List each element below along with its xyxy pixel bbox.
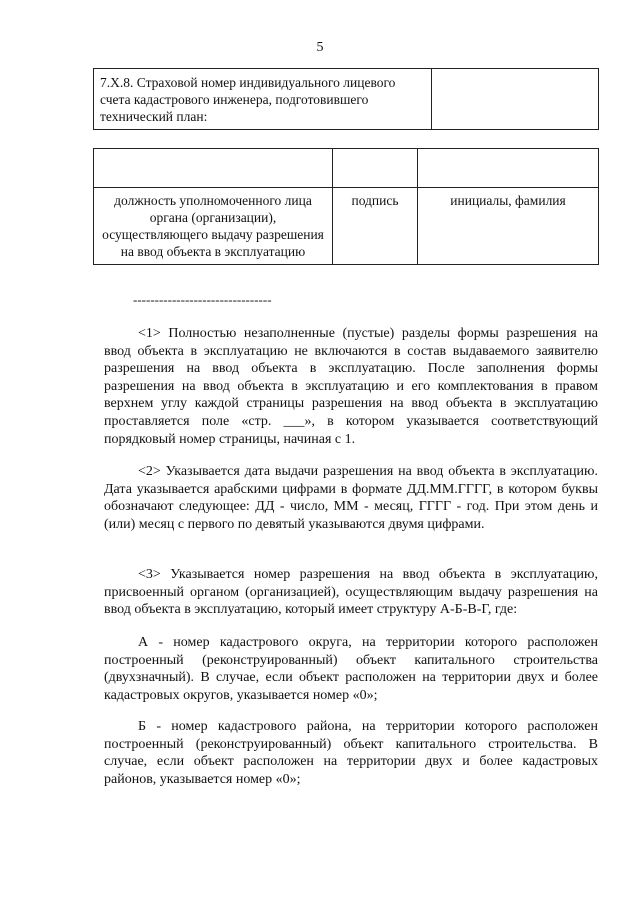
table-row [94,188,599,265]
page-number: 5 [316,40,324,55]
signature-caption: подпись [333,188,418,265]
position-caption: должность уполномоченного лица органа (организации), осуществляющего выдачу разрешения на ввод объекта в эксплуатацию [94,188,333,265]
footnote-3-item-a: А - номер кадастрового округа, на территории которого расположен построенный (реконструированный) объект капитального строительства (двухзначный). В случае, если объект расположен на территории двух и более кадастровых округов, указывается номер «0»; [104,635,598,703]
footnote-3-item-b: Б - номер кадастрового района, на территории которого расположен построенный (реконструированный) объект капитального строительства. В случае, если объект расположен на территории двух и более кадастровых районов, указывается номер «0»; [104,719,598,787]
footnote-separator: -------------------------------- [133,292,272,307]
signature-table [93,148,599,265]
snils-value-cell [432,69,599,130]
signature-blank-cell [333,149,418,188]
footnote-1: <1> Полностью незаполненные (пустые) разделы формы разрешения на ввод объекта в эксплуатацию не включаются в состав выдаваемого заявителю разрешения на ввод объекта в эксплуатацию. После заполнения формы разрешения на ввод объекта в эксплуатацию и его комплектования в правом верхнем углу каждой страницы разрешения на ввод объекта в эксплуатацию проставляется поле «стр. ___», в котором указывается соответствующий порядковый номер страницы, начиная с 1. [104,326,598,447]
name-blank-cell [418,149,599,188]
snils-label-cell: 7.Х.8. Страховой номер индивидуального лицевого счета кадастрового инженера, подготовившего технический план: [94,69,432,130]
name-caption: инициалы, фамилия [418,188,599,265]
footnote-3: <3> Указывается номер разрешения на ввод объекта в эксплуатацию, присвоенный органом (организацией), осуществляющим выдачу разрешения на ввод объекта в эксплуатацию, который имеет структуру А-Б-В-Г, где: [104,567,598,618]
footnote-2: <2> Указывается дата выдачи разрешения на ввод объекта в эксплуатацию. Дата указывается арабскими цифрами в формате ДД.ММ.ГГГГ, в котором буквы обозначают следующее: ДД - число, ММ - месяц, ГГГГ - год. При этом день и (или) месяц с первого по девятый указываются двумя цифрами. [104,464,598,532]
table-row [94,69,599,130]
position-blank-cell [94,149,333,188]
snils-table [93,68,599,130]
table-row [94,149,599,188]
